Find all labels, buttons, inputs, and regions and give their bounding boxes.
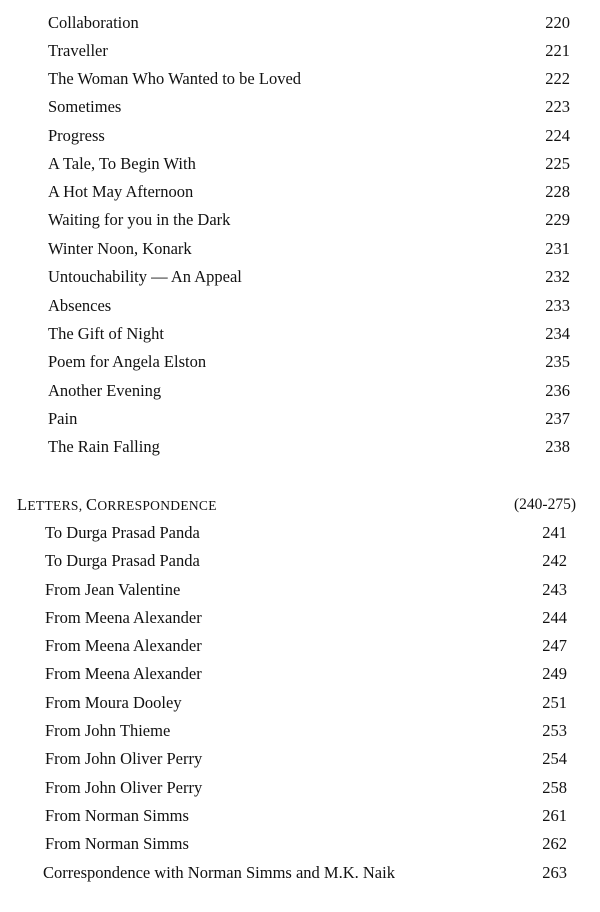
toc-entry-page: 242 — [542, 551, 567, 570]
toc-entry-title: From Meena Alexander — [45, 608, 202, 627]
toc-entry — [48, 151, 570, 177]
toc-entry-title: Correspondence with Norman Simms and M.K. Naik — [43, 863, 395, 882]
toc-entry-title: A Hot May Afternoon — [48, 182, 194, 201]
toc-entry-title: Traveller — [48, 41, 108, 60]
toc-entry-page: 262 — [542, 834, 567, 853]
toc-entry — [45, 775, 567, 801]
toc-entry-page: 222 — [545, 69, 570, 88]
toc-entry-title: A Tale, To Begin With — [48, 154, 196, 173]
section-heading-initial-l: L — [17, 495, 28, 514]
toc-entry-page: 228 — [545, 182, 570, 201]
toc-entry — [48, 321, 570, 347]
toc-entry-page: 236 — [545, 381, 570, 400]
toc-entry — [45, 605, 567, 631]
toc-entry-title: From Norman Simms — [45, 834, 189, 853]
toc-entry-title: The Rain Falling — [48, 437, 160, 456]
toc-entry-page: 229 — [545, 210, 570, 229]
toc-entry — [48, 378, 570, 404]
toc-entry-page: 241 — [542, 523, 567, 542]
section-heading-rest-2: ORRESPONDENCE — [97, 498, 217, 513]
toc-entry-title: From John Oliver Perry — [45, 778, 203, 797]
toc-entry — [48, 38, 570, 64]
toc-entry-page: 221 — [545, 41, 570, 60]
toc-entry — [45, 746, 567, 772]
toc-entry — [48, 94, 570, 120]
toc-entry — [45, 718, 567, 744]
toc-entry — [43, 860, 567, 886]
section-heading-initial-c: C — [86, 495, 98, 514]
toc-entry-title: Another Evening — [48, 381, 162, 400]
toc-entry-title: From Meena Alexander — [45, 664, 202, 683]
section-heading-rest-1: ETTERS, — [27, 498, 87, 513]
toc-entry — [45, 803, 567, 829]
toc-entry — [48, 406, 570, 432]
toc-entry — [48, 434, 570, 460]
toc-entry-title: From Meena Alexander — [45, 636, 202, 655]
toc-entry-title: Poem for Angela Elston — [48, 352, 207, 371]
toc-entry-page: 223 — [545, 97, 570, 116]
toc-entry-title: Collaboration — [48, 13, 139, 32]
toc-entry-page: 238 — [545, 437, 570, 456]
toc-entry-title: Winter Noon, Konark — [48, 239, 192, 258]
toc-entry-page: 233 — [545, 296, 570, 315]
toc-entry — [45, 633, 567, 659]
toc-entry — [45, 831, 567, 857]
section-page-range: (240-275) — [514, 496, 576, 513]
section-heading — [17, 493, 217, 517]
toc-entry-title: To Durga Prasad Panda — [45, 551, 200, 570]
toc-entry-title: Waiting for you in the Dark — [48, 210, 231, 229]
toc-entry — [48, 179, 570, 205]
toc-entry-page: 263 — [542, 863, 567, 882]
toc-entry-title: Absences — [48, 296, 112, 315]
toc-entry-page: 253 — [542, 721, 567, 740]
toc-entry-page: 225 — [545, 154, 570, 173]
toc-entry-title: From Norman Simms — [45, 806, 189, 825]
toc-entry-title: The Woman Who Wanted to be Loved — [48, 69, 302, 88]
toc-entry-page: 247 — [542, 636, 567, 655]
toc-entry — [48, 66, 570, 92]
toc-entry-title: From Jean Valentine — [45, 580, 181, 599]
toc-entry — [48, 236, 570, 262]
toc-entry-page: 232 — [545, 267, 570, 286]
toc-entry-page: 251 — [542, 693, 567, 712]
toc-entry-page: 224 — [545, 126, 570, 145]
toc-entry — [45, 690, 567, 716]
toc-entry-page: 237 — [545, 409, 570, 428]
toc-entry — [45, 548, 567, 574]
toc-entry-page: 244 — [542, 608, 567, 627]
toc-entry — [45, 577, 567, 603]
toc-entry — [48, 264, 570, 290]
toc-entry-title: To Durga Prasad Panda — [45, 523, 200, 542]
toc-entry-page: 249 — [542, 664, 567, 683]
toc-entry-page: 220 — [545, 13, 570, 32]
toc-entry-title: Progress — [48, 126, 105, 145]
toc-entry-page: 235 — [545, 352, 570, 371]
toc-entry-page: 261 — [542, 806, 567, 825]
toc-entry-title: From Moura Dooley — [45, 693, 182, 712]
toc-entry-page: 254 — [542, 749, 567, 768]
toc-entry — [45, 661, 567, 687]
toc-entry-page: 243 — [542, 580, 567, 599]
toc-entry-title: Pain — [48, 409, 78, 428]
toc-entry — [48, 10, 570, 36]
toc-entry-title: The Gift of Night — [48, 324, 164, 343]
toc-entry-title: From John Thieme — [45, 721, 171, 740]
toc-entry — [45, 520, 567, 546]
toc-entry-title: Sometimes — [48, 97, 122, 116]
toc-entry — [48, 293, 570, 319]
toc-entry-page: 234 — [545, 324, 570, 343]
toc-entry-page: 258 — [542, 778, 567, 797]
toc-entry-title: Untouchability — An Appeal — [48, 267, 242, 286]
toc-entry-title: From John Oliver Perry — [45, 749, 203, 768]
toc-entry — [48, 123, 570, 149]
toc-entry-page: 231 — [545, 239, 570, 258]
toc-entry — [48, 349, 570, 375]
toc-entry — [48, 207, 570, 233]
